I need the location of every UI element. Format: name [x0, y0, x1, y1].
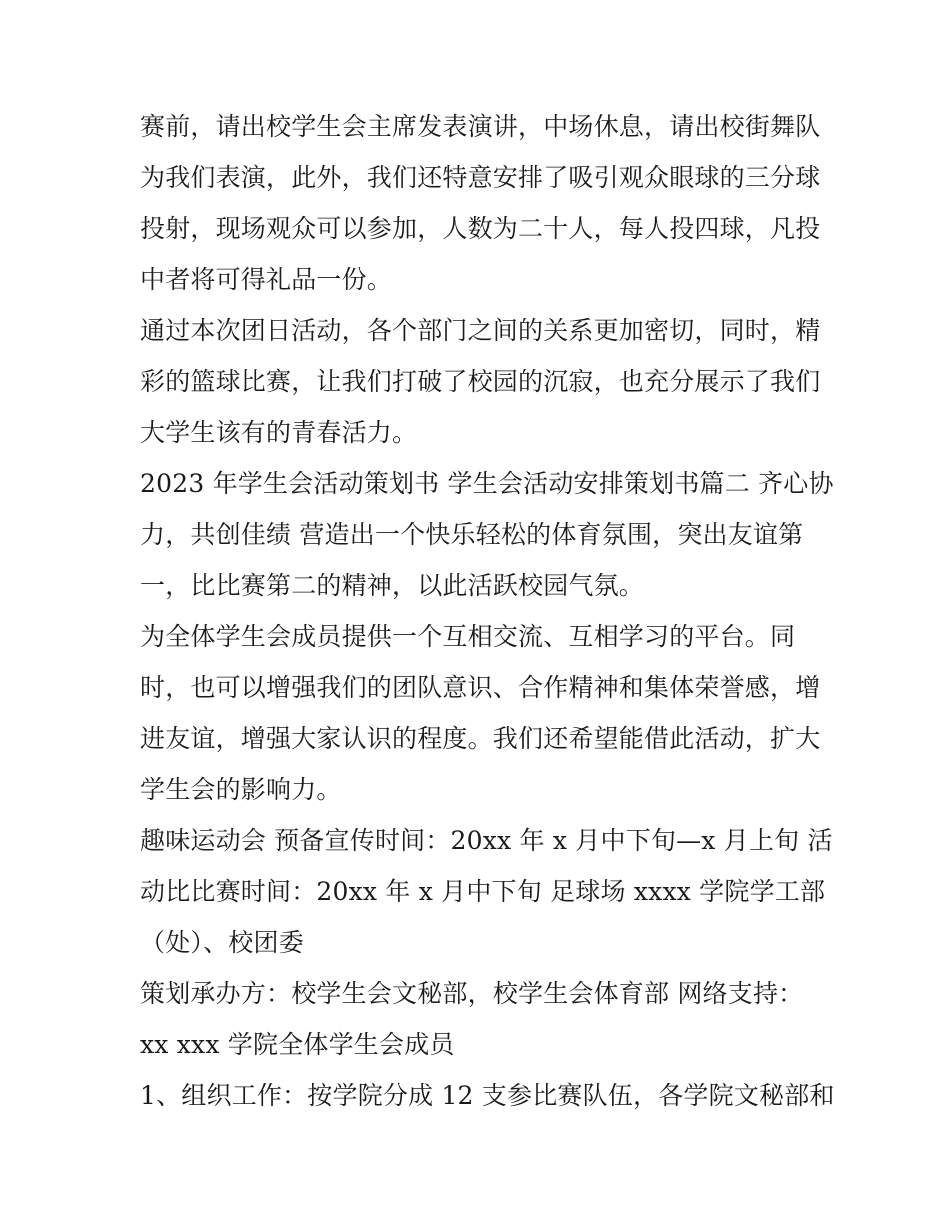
text-line: 力，共创佳绩 营造出一个快乐轻松的体育氛围，突出友谊第 [140, 520, 804, 549]
text-line: 2023 年学生会活动策划书 学生会活动安排策划书篇二 齐心协 [140, 469, 834, 498]
text-line: 投射，现场观众可以参加，人数为二十人，每人投四球，凡投 [140, 214, 821, 243]
text-line: 策划承办方：校学生会文秘部，校学生会体育部 网络支持： [140, 979, 804, 1008]
text-line: 1、组织工作：按学院分成 12 支参比赛队伍，各学院文秘部和 [140, 1081, 835, 1110]
text-line: 动比比赛时间：20xx 年 x 月中下旬 足球场 xxxx 学院学工部 [140, 877, 826, 906]
text-line: 时，也可以增强我们的团队意识、合作精神和集体荣誉感，增 [140, 673, 821, 702]
text-line: 赛前，请出校学生会主席发表演讲，中场休息，请出校街舞队 [140, 112, 821, 141]
text-line: （处）、校团委 [140, 928, 304, 957]
text-line: 大学生该有的青春活力。 [140, 418, 418, 447]
text-line: 彩的篮球比赛，让我们打破了校园的沉寂，也充分展示了我们 [140, 367, 821, 396]
text-line: 中者将可得礼品一份。 [140, 265, 393, 294]
text-line: xx xxx 学院全体学生会成员 [140, 1030, 455, 1059]
text-line: 为我们表演，此外，我们还特意安排了吸引观众眼球的三分球 [140, 163, 821, 192]
text-line: 趣味运动会 预备宣传时间：20xx 年 x 月中下旬—x 月上旬 活 [140, 826, 833, 855]
document-body [140, 101, 835, 1121]
text-line: 为全体学生会成员提供一个互相交流、互相学习的平台。同 [140, 622, 796, 651]
text-line: 一，比比赛第二的精神，以此活跃校园气氛。 [140, 571, 645, 600]
text-line: 进友谊，增强大家认识的程度。我们还希望能借此活动，扩大 [140, 724, 821, 753]
text-line: 通过本次团日活动，各个部门之间的关系更加密切，同时，精 [140, 316, 821, 345]
text-line: 学生会的影响力。 [140, 775, 342, 804]
